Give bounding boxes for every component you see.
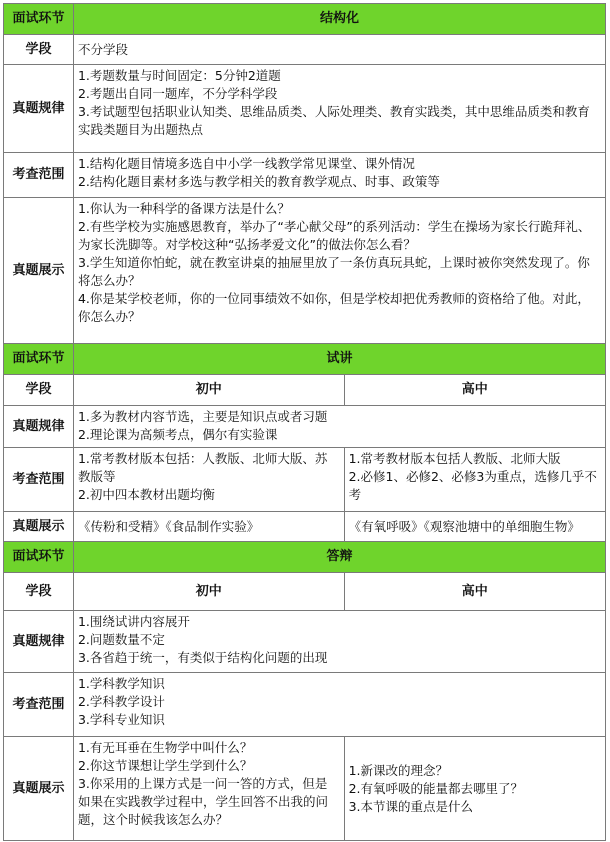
header-label: 面试环节: [4, 542, 74, 573]
list-item: 1.多为教材内容节选，主要是知识点或者习题: [77, 409, 328, 424]
rules-list: [73, 65, 605, 153]
show-middle: 《传粉和受精》《食品制作实验》: [73, 512, 344, 542]
col-high-school: 高中: [344, 573, 605, 611]
list-item: 2.你这节课想让学生学到什么？: [77, 758, 253, 773]
subject-value: 不分学段: [73, 35, 605, 65]
rules-list: [73, 406, 605, 448]
scope-list: [73, 153, 605, 198]
section-header-lecture: [4, 344, 606, 375]
list-item: 2.初中四本教材出题均衡: [77, 487, 215, 502]
header-title: 结构化: [73, 4, 605, 35]
show-list: [73, 198, 605, 344]
list-item: 1.学科教学知识: [77, 676, 165, 691]
subject-label: 学段: [4, 573, 74, 611]
header-title: 试讲: [73, 344, 605, 375]
show-label: 真题展示: [4, 198, 74, 344]
interview-table: [3, 3, 606, 841]
row-subject: [4, 375, 606, 406]
list-item: 1.有无耳垂在生物学中叫什么？: [77, 740, 253, 755]
list-item: 1.新课改的理念？: [348, 762, 449, 778]
row-scope: [4, 673, 606, 737]
show-middle: [73, 737, 344, 841]
list-item: 3.考试题型包括职业认知类、思维品质类、人际处理类、教育实践类，其中思维品质类和教育实践类题目为出题热点: [77, 104, 590, 137]
rules-label: 真题规律: [4, 406, 74, 448]
list-item: 2.结构化题目素材多选与教学相关的教育教学观点、时事、政策等: [77, 174, 440, 189]
scope-list: [73, 673, 605, 737]
rules-label: 真题规律: [4, 611, 74, 673]
section-header-structured: [4, 4, 606, 35]
row-subject: [4, 35, 606, 65]
show-high: [344, 737, 605, 841]
scope-middle: [73, 448, 344, 512]
list-item: 3.学科专业知识: [77, 712, 165, 727]
list-item: 1.围绕试讲内容展开: [77, 614, 190, 629]
list-item: 2.有氧呼吸的能量都去哪里了？: [348, 780, 524, 796]
show-label: 真题展示: [4, 512, 74, 542]
list-item: 3.学生知道你怕蛇，就在教室讲桌的抽屉里放了一条仿真玩具蛇，上课时被你突然发现了。你将怎么办？: [77, 255, 590, 288]
list-item: 2.考题出自同一题库，不分学科学段: [77, 86, 278, 101]
list-item: 2.理论课为高频考点，偶尔有实验课: [77, 427, 278, 442]
list-item: 1.考题数量与时间固定：5分钟2道题: [77, 68, 281, 83]
list-item: 3.本节课的重点是什么: [348, 798, 474, 814]
scope-label: 考查范围: [4, 673, 74, 737]
col-middle-school: 初中: [73, 375, 344, 406]
row-show: [4, 198, 606, 344]
row-show: [4, 737, 606, 841]
scope-label: 考查范围: [4, 153, 74, 198]
row-scope: [4, 153, 606, 198]
rules-list: [73, 611, 605, 673]
list-item: 4.你是某学校老师，你的一位同事绩效不如你，但是学校却把优秀教师的资格给了他。对此，你怎么办？: [77, 291, 590, 324]
list-item: 1.常考教材版本包括人教版、北师大版: [348, 451, 561, 466]
list-item: 1.结构化题目情境多选自中小学一线教学常见课堂、课外情况: [77, 156, 415, 171]
list-item: 1.常考教材版本包括：人教版、北师大版、苏教版等: [77, 451, 328, 484]
row-show: [4, 512, 606, 542]
header-label: 面试环节: [4, 4, 74, 35]
subject-label: 学段: [4, 35, 74, 65]
subject-label: 学段: [4, 375, 74, 406]
row-rules: [4, 611, 606, 673]
col-middle-school: 初中: [73, 573, 344, 611]
row-scope: [4, 448, 606, 512]
show-label: 真题展示: [4, 737, 74, 841]
row-rules: [4, 406, 606, 448]
rules-label: 真题规律: [4, 65, 74, 153]
row-subject: [4, 573, 606, 611]
list-item: 1.你认为一种科学的备课方法是什么？: [77, 201, 290, 216]
section-header-defense: [4, 542, 606, 573]
col-high-school: 高中: [344, 375, 605, 406]
list-item: 2.问题数量不定: [77, 632, 165, 647]
row-rules: [4, 65, 606, 153]
list-item: 2.有些学校为实施感恩教育，举办了“孝心献父母”的系列活动：学生在操场为家长行跪拜礼、为家长洗脚等。对学校这种“弘扬孝爱文化”的做法你怎么看？: [77, 219, 591, 252]
header-label: 面试环节: [4, 344, 74, 375]
list-item: 3.你采用的上课方式是一问一答的方式，但是如果在实践教学过程中，学生回答不出我的问题，这个时候我该怎么办？: [77, 776, 328, 827]
scope-high: [344, 448, 605, 512]
show-high: 《有氧呼吸》《观察池塘中的单细胞生物》: [344, 512, 605, 542]
scope-label: 考查范围: [4, 448, 74, 512]
header-title: 答辩: [73, 542, 605, 573]
list-item: 3.各省趋于统一，有类似于结构化问题的出现: [77, 650, 328, 665]
list-item: 2.必修1、必修2、必修3为重点，选修几乎不考: [348, 469, 597, 502]
list-item: 2.学科教学设计: [77, 694, 165, 709]
